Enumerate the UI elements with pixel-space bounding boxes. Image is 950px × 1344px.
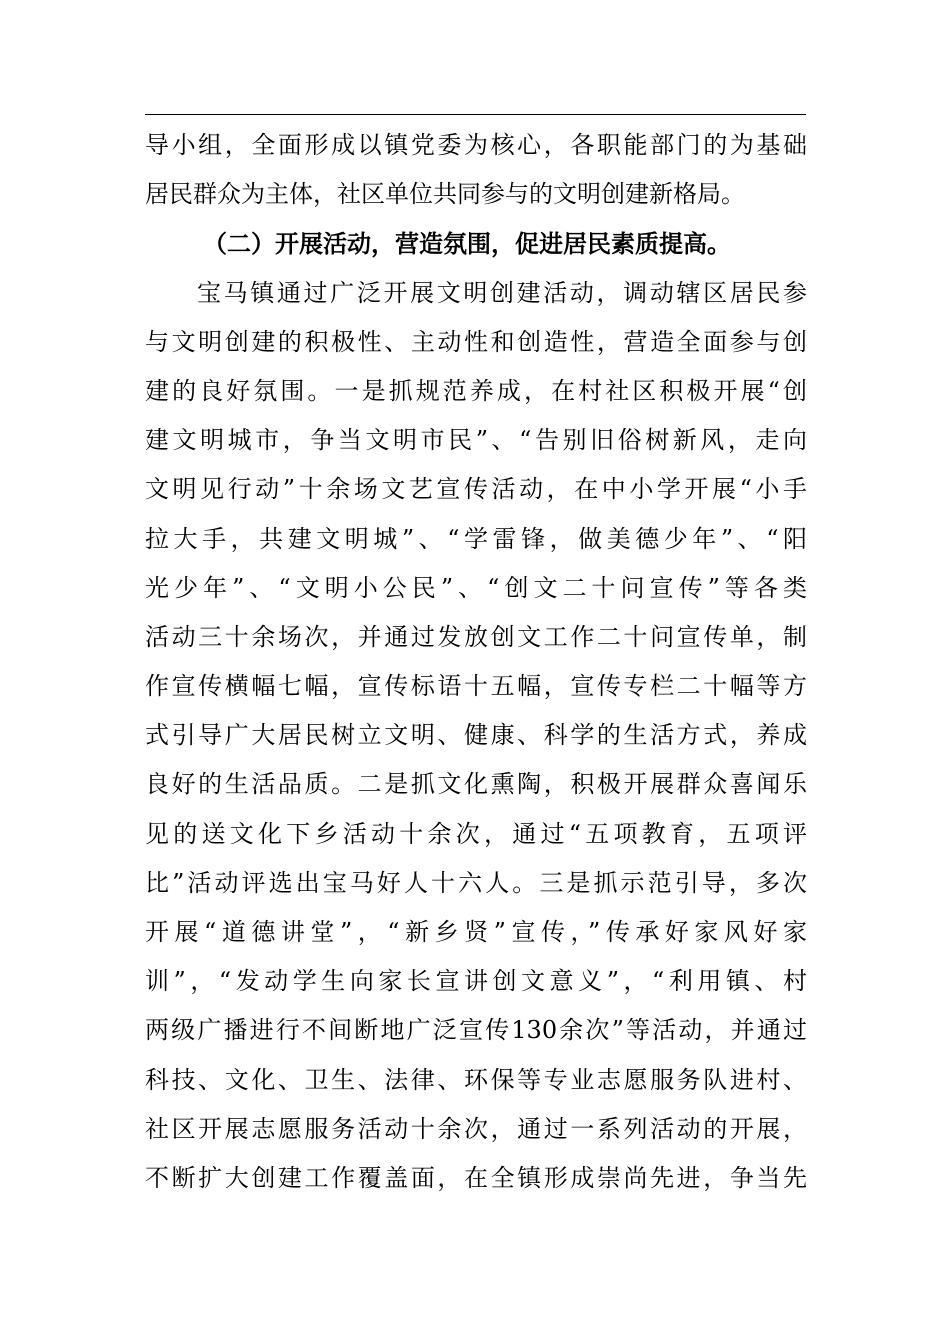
body-line: 良好的生活品质。二是抓文化熏陶，积极开展群众喜闻乐 — [145, 770, 807, 799]
body-line: 光少年”、“文明小公民”、“创文二十问宣传”等各类 — [145, 573, 807, 602]
body-line: 导小组，全面形成以镇党委为核心，各职能部门的为基础 — [145, 131, 807, 159]
body-line: 活动三十余场次，并通过发放创文工作二十问宣传单，制 — [145, 622, 807, 651]
body-line: 科技、文化、卫生、法律、环保等专业志愿服务队进村、 — [145, 1065, 807, 1094]
body-line: 拉大手，共建文明城”、“学雷锋，做美德少年”、“阳 — [145, 524, 807, 553]
body-line: 建的良好氛围。一是抓规范养成，在村社区积极开展“创 — [145, 376, 807, 405]
body-line: 文明见行动”十余场文艺宣传活动，在中小学开展“小手 — [145, 475, 807, 504]
body-line: 两级广播进行不间断地广泛宣传130余次”等活动，并通过 — [145, 1016, 807, 1045]
document-body — [145, 121, 807, 1203]
section-heading: （二）开展活动，营造氛围，促进居民素质提高。 — [203, 229, 731, 259]
body-line: 见的送文化下乡活动十余次，通过“五项教育，五项评 — [145, 819, 807, 848]
body-line: 不断扩大创建工作覆盖面，在全镇形成崇尚先进，争当先 — [145, 1163, 807, 1192]
body-line: 居民群众为主体，社区单位共同参与的文明创建新格局。 — [145, 180, 745, 209]
body-line: 与文明创建的积极性、主动性和创造性，营造全面参与创 — [145, 327, 807, 356]
body-line: 训”，“发动学生向家长宣讲创文意义”，“利用镇、村 — [145, 967, 807, 996]
body-line: 建文明城市，争当文明市民”、“告别旧俗树新风，走向 — [145, 426, 807, 455]
body-line: 比”活动评选出宝马好人十六人。三是抓示范引导，多次 — [145, 868, 807, 897]
body-line: 社区开展志愿服务活动十余次，通过一系列活动的开展， — [145, 1114, 807, 1143]
header-rule — [145, 114, 806, 115]
body-line: 开展“道德讲堂”，“新乡贤”宣传，”传承好家风好家 — [145, 918, 807, 946]
body-line: 式引导广大居民树立文明、健康、科学的生活方式，养成 — [145, 721, 807, 750]
paragraph-first-line: 宝马镇通过广泛开展文明创建活动，调动辖区居民参 — [197, 278, 807, 307]
body-line: 作宣传横幅七幅，宣传标语十五幅，宣传专栏二十幅等方 — [145, 672, 807, 701]
